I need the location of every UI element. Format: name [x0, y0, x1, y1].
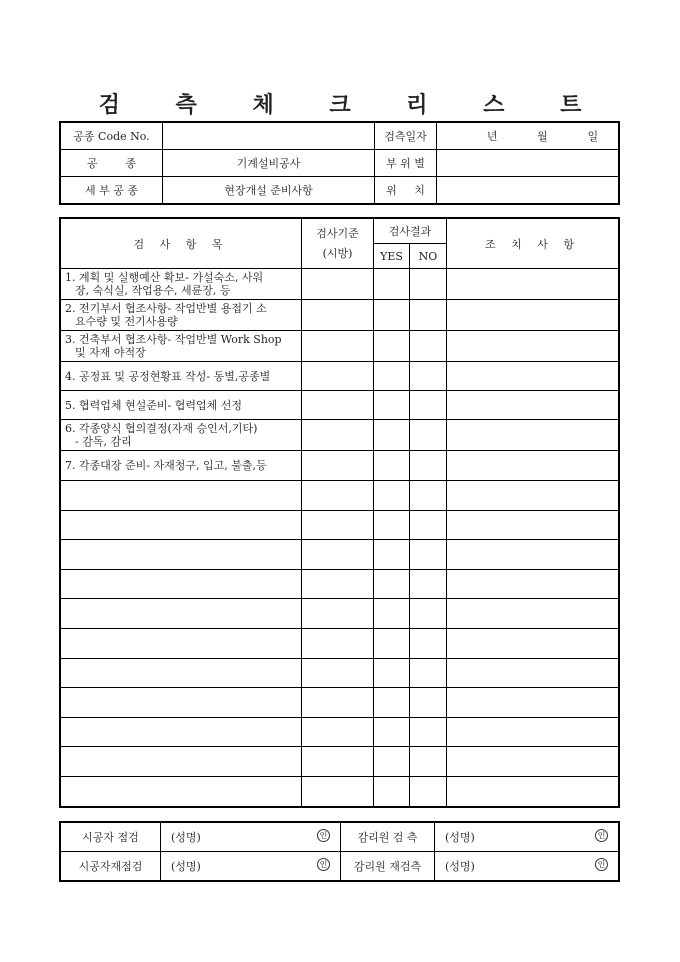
- item-cell[interactable]: [61, 569, 302, 599]
- standard-cell[interactable]: [302, 331, 374, 362]
- standard-cell[interactable]: [302, 481, 374, 511]
- no-cell[interactable]: [410, 269, 447, 300]
- table-row: [61, 269, 619, 300]
- table-row: [61, 776, 619, 806]
- location-field[interactable]: [437, 177, 619, 204]
- item-cell[interactable]: [61, 599, 302, 629]
- name-placeholder: (성명): [445, 860, 475, 873]
- table-row: [61, 569, 619, 599]
- yes-cell[interactable]: [374, 391, 410, 420]
- action-cell[interactable]: [447, 510, 619, 540]
- action-cell[interactable]: [447, 717, 619, 747]
- year-label: 년: [486, 130, 498, 143]
- col-standard-header: [302, 219, 374, 269]
- table-row: [61, 658, 619, 688]
- item-line-2: 및 자재 야적장: [75, 346, 146, 359]
- action-cell[interactable]: [447, 420, 619, 451]
- col-result-header: 검사결과: [374, 219, 447, 244]
- yes-cell[interactable]: [374, 481, 410, 511]
- item-cell: [61, 362, 302, 391]
- action-cell[interactable]: [447, 300, 619, 331]
- yes-cell[interactable]: [374, 420, 410, 451]
- detail-label: 세 부 공 종: [61, 177, 163, 204]
- no-cell[interactable]: [410, 776, 447, 806]
- action-cell[interactable]: [447, 776, 619, 806]
- item-cell: [61, 451, 302, 481]
- month-label: 월: [537, 130, 548, 143]
- standard-cell[interactable]: [302, 599, 374, 629]
- supervisor-check-label: 감리원 검 측: [341, 823, 435, 852]
- item-cell[interactable]: [61, 688, 302, 718]
- action-cell[interactable]: [447, 451, 619, 481]
- standard-cell[interactable]: [302, 269, 374, 300]
- no-cell[interactable]: [410, 747, 447, 777]
- table-row: [61, 688, 619, 718]
- col-standard-label: 검사기준: [316, 226, 359, 240]
- yes-cell[interactable]: [374, 599, 410, 629]
- item-line-1: 1. 계획 및 실행예산 확보- 가설숙소, 사워: [65, 271, 264, 284]
- table-row: [61, 391, 619, 420]
- no-cell[interactable]: [410, 510, 447, 540]
- item-cell[interactable]: [61, 658, 302, 688]
- trade-label: 공 종: [61, 150, 163, 177]
- yes-cell[interactable]: [374, 658, 410, 688]
- standard-cell[interactable]: [302, 540, 374, 570]
- no-cell[interactable]: [410, 717, 447, 747]
- no-cell[interactable]: [410, 540, 447, 570]
- seal-icon: 인: [595, 829, 608, 842]
- item-cell: [61, 420, 302, 451]
- no-cell[interactable]: [410, 688, 447, 718]
- item-line-2: 요수량 및 전기사용량: [75, 315, 178, 328]
- seal-icon: 인: [317, 829, 330, 842]
- item-line-1: 7. 각종대장 준비- 자재청구, 입고, 불출,등: [65, 459, 267, 472]
- table-row: [61, 599, 619, 629]
- action-cell[interactable]: [447, 362, 619, 391]
- action-cell[interactable]: [447, 688, 619, 718]
- table-row: [61, 747, 619, 777]
- page-title: 검 측 체 크 리 스 트: [98, 92, 606, 118]
- no-cell[interactable]: [410, 420, 447, 451]
- col-action-header: 조 치 사 항: [447, 219, 619, 269]
- date-field[interactable]: [437, 123, 619, 150]
- date-label: 검측일자: [375, 123, 437, 150]
- item-cell: [61, 331, 302, 362]
- header-info-table: [60, 122, 619, 204]
- yes-cell[interactable]: [374, 300, 410, 331]
- col-no-header: NO: [410, 244, 447, 269]
- standard-cell[interactable]: [302, 688, 374, 718]
- table-row: [61, 717, 619, 747]
- no-cell[interactable]: [410, 599, 447, 629]
- standard-cell[interactable]: [302, 510, 374, 540]
- name-placeholder: (성명): [171, 831, 201, 844]
- supervisor-recheck-label: 감리원 재검측: [341, 852, 435, 881]
- part-field[interactable]: [437, 150, 619, 177]
- standard-cell[interactable]: [302, 362, 374, 391]
- yes-cell[interactable]: [374, 688, 410, 718]
- table-row: [61, 510, 619, 540]
- yes-cell[interactable]: [374, 331, 410, 362]
- part-label: 부 위 별: [375, 150, 437, 177]
- seal-icon: 인: [595, 858, 608, 871]
- yes-cell[interactable]: [374, 510, 410, 540]
- table-row: [61, 451, 619, 481]
- name-placeholder: (성명): [171, 860, 201, 873]
- trade-value[interactable]: 기계설비공사: [163, 150, 375, 177]
- item-line-2: - 감독, 감리: [75, 435, 132, 448]
- code-label: 공종 Code No.: [61, 123, 163, 150]
- action-cell[interactable]: [447, 599, 619, 629]
- item-cell: [61, 391, 302, 420]
- action-cell[interactable]: [447, 269, 619, 300]
- col-item-header: 검 사 항 목: [61, 219, 302, 269]
- standard-cell[interactable]: [302, 628, 374, 658]
- action-cell[interactable]: [447, 658, 619, 688]
- action-cell[interactable]: [447, 540, 619, 570]
- action-cell[interactable]: [447, 569, 619, 599]
- no-cell[interactable]: [410, 300, 447, 331]
- signature-table: [60, 822, 619, 881]
- contractor-recheck-sign-field[interactable]: [161, 852, 341, 881]
- seal-icon: 인: [317, 858, 330, 871]
- action-cell[interactable]: [447, 331, 619, 362]
- item-cell: [61, 269, 302, 300]
- no-cell[interactable]: [410, 451, 447, 481]
- no-cell[interactable]: [410, 481, 447, 511]
- item-cell[interactable]: [61, 540, 302, 570]
- contractor-check-sign-field[interactable]: [161, 823, 341, 852]
- contractor-check-label: 시공자 점검: [61, 823, 161, 852]
- table-row: [61, 420, 619, 451]
- standard-cell[interactable]: [302, 451, 374, 481]
- no-cell[interactable]: [410, 362, 447, 391]
- item-line-1: 3. 건축부서 협조사항- 작업반별 Work Shop: [65, 333, 282, 346]
- supervisor-recheck-sign-field[interactable]: [435, 852, 619, 881]
- item-cell[interactable]: [61, 481, 302, 511]
- no-cell[interactable]: [410, 569, 447, 599]
- yes-cell[interactable]: [374, 540, 410, 570]
- yes-cell[interactable]: [374, 362, 410, 391]
- detail-value[interactable]: 현장개설 준비사항: [163, 177, 375, 204]
- name-placeholder: (성명): [445, 831, 475, 844]
- item-line-2: 장, 숙식실, 작업용수, 세륜장, 등: [75, 284, 231, 297]
- standard-cell[interactable]: [302, 776, 374, 806]
- action-cell[interactable]: [447, 391, 619, 420]
- item-cell[interactable]: [61, 510, 302, 540]
- yes-cell[interactable]: [374, 628, 410, 658]
- standard-cell[interactable]: [302, 658, 374, 688]
- col-yes-header: YES: [374, 244, 410, 269]
- table-row: [61, 331, 619, 362]
- yes-cell[interactable]: [374, 451, 410, 481]
- standard-cell[interactable]: [302, 300, 374, 331]
- no-cell[interactable]: [410, 628, 447, 658]
- no-cell[interactable]: [410, 331, 447, 362]
- item-line-1: 2. 전기부서 협조사항- 작업반별 용접기 소: [65, 302, 267, 315]
- standard-cell[interactable]: [302, 747, 374, 777]
- item-cell[interactable]: [61, 747, 302, 777]
- code-field[interactable]: [163, 123, 375, 150]
- supervisor-check-sign-field[interactable]: [435, 823, 619, 852]
- item-cell[interactable]: [61, 628, 302, 658]
- table-row: [61, 481, 619, 511]
- col-standard-sub: (시방): [322, 246, 353, 260]
- no-cell[interactable]: [410, 658, 447, 688]
- contractor-recheck-label: 시공자재점검: [61, 852, 161, 881]
- yes-cell[interactable]: [374, 269, 410, 300]
- standard-cell[interactable]: [302, 569, 374, 599]
- table-row: [61, 628, 619, 658]
- action-cell[interactable]: [447, 628, 619, 658]
- action-cell[interactable]: [447, 747, 619, 777]
- yes-cell[interactable]: [374, 717, 410, 747]
- item-line-1: 4. 공정표 및 공정현황표 작성- 동별,공종별: [65, 369, 271, 383]
- action-cell[interactable]: [447, 481, 619, 511]
- item-cell[interactable]: [61, 717, 302, 747]
- table-row: [61, 362, 619, 391]
- standard-cell[interactable]: [302, 717, 374, 747]
- standard-cell[interactable]: [302, 391, 374, 420]
- item-cell[interactable]: [61, 776, 302, 806]
- standard-cell[interactable]: [302, 420, 374, 451]
- inspection-table: [60, 218, 619, 807]
- table-row: [61, 540, 619, 570]
- item-line-1: 5. 협력업체 현설준비- 협력업체 선정: [65, 398, 242, 412]
- no-cell[interactable]: [410, 391, 447, 420]
- day-label: 일: [587, 130, 599, 143]
- yes-cell[interactable]: [374, 569, 410, 599]
- location-label: 위 치: [375, 177, 437, 204]
- table-row: [61, 300, 619, 331]
- item-cell: [61, 300, 302, 331]
- yes-cell[interactable]: [374, 776, 410, 806]
- yes-cell[interactable]: [374, 747, 410, 777]
- item-line-1: 6. 각종양식 협의결정(자재 승인서,기타): [65, 422, 258, 435]
